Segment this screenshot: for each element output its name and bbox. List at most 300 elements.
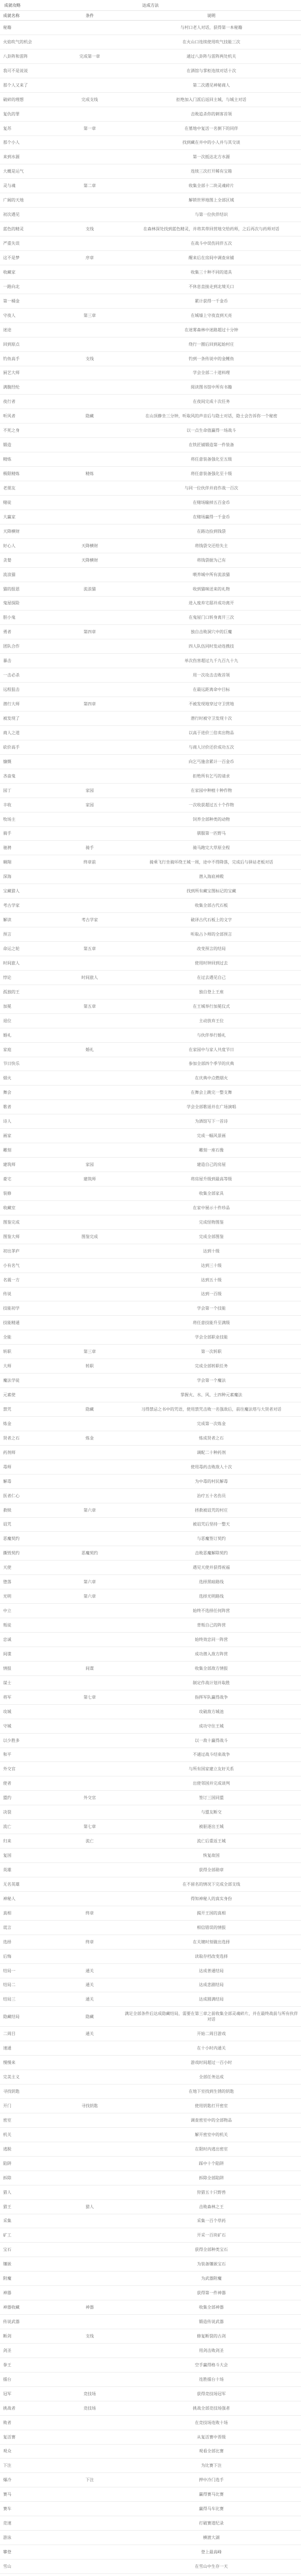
cell-name: 那个人又来了 (3, 82, 28, 88)
table-row (0, 49, 301, 64)
cell-name: 极限精炼 (3, 471, 20, 477)
cell-description: 被驱逐出王城 (199, 1824, 224, 1829)
cell-description: 拯救被诅咒的村庄 (195, 1507, 228, 1513)
table-row (0, 2099, 301, 2113)
cell-description: 调查密室中的全部物品 (191, 2117, 232, 2123)
table-row (0, 1330, 301, 1345)
cell-description: 完成全部转职任务 (195, 1364, 228, 1369)
table-row (0, 2300, 301, 2315)
cell-description: 获得竞技场冠军 (197, 2391, 226, 2396)
cell-name: 远程狙击 (3, 687, 20, 692)
table-row (0, 1417, 301, 1431)
cell-name: 破碎的理想 (3, 97, 24, 102)
cell-description: 拒绝加入门派后返回主城，与城主对话 (176, 97, 246, 102)
table-row (0, 2387, 301, 2401)
cell-description: 读取存档改变选择 (195, 1954, 228, 1959)
table-row (0, 855, 301, 870)
cell-condition: 终章前 (83, 860, 96, 865)
cell-condition: 支线 (86, 2333, 94, 2338)
cell-name: 商人之道 (3, 730, 20, 735)
table-row (0, 423, 301, 438)
cell-name: 速通 (3, 2046, 11, 2051)
cell-description: 在竞技场连败十场 (195, 2420, 228, 2425)
table-row (0, 1057, 301, 1072)
cell-name: 陷阱 (3, 2161, 11, 2166)
table-row (0, 1546, 301, 1561)
cell-condition: 外交官 (83, 1795, 96, 1801)
cell-description: 签订三国同盟 (199, 1795, 224, 1801)
cell-name: 冠军 (3, 2391, 11, 2396)
table-row (0, 1575, 301, 1589)
cell-condition: 家园 (86, 1162, 94, 1167)
table-row (0, 510, 301, 524)
cell-description: 解开密室中的机关 (195, 2132, 228, 2137)
cell-name: 烟火 (3, 1076, 11, 1081)
cell-name: 退位 (3, 1018, 11, 1023)
page-subtitle: 达成方法 (142, 3, 159, 8)
cell-name: 完美主义 (3, 2075, 20, 2080)
cell-description: 为装备镶嵌宝石 (197, 2262, 226, 2267)
table-row (0, 913, 301, 927)
cell-condition: 家园 (86, 802, 94, 807)
cell-name: 吝啬鬼 (3, 773, 15, 778)
cell-name: 开门 (3, 2103, 11, 2108)
cell-description: 选择黑暗路线 (199, 1580, 224, 1585)
cell-name: 后悔 (3, 1954, 11, 1959)
cell-description: 将任意技能升至满级 (193, 1320, 230, 1326)
cell-name: 砍价高手 (3, 744, 20, 750)
table-row (0, 481, 301, 496)
table-row (0, 1230, 301, 1244)
table-row (0, 1301, 301, 1316)
cell-name: 第一桶金 (3, 298, 20, 303)
cell-name: 忠诚 (3, 1637, 11, 1642)
cell-description: 在家园中与家人共度节日 (189, 1047, 234, 1052)
table-row (0, 597, 301, 611)
cell-name: 结局一 (3, 1968, 15, 1973)
cell-description: 将房屋升级到最高等级 (191, 1176, 232, 1181)
cell-description: 以一点生命值赢得一场战斗 (187, 428, 236, 433)
table-row (0, 222, 301, 236)
cell-name: 初出茅庐 (3, 1248, 20, 1253)
cell-condition: 家园 (86, 788, 94, 793)
cell-description: 开采一百块矿石 (197, 2233, 226, 2238)
cell-description: 收到猫咪送来的礼物 (193, 586, 230, 591)
cell-description: 获得全部种类宝石 (195, 2247, 228, 2252)
cell-description: 满足全部条件后达成隐藏结局，需要在第三章之前收集全部灵魂碎片，并在最终战前与所有伙伴对话 (125, 2011, 298, 2022)
cell-name: 小有名气 (3, 1263, 20, 1268)
cell-condition: 天降横财 (81, 557, 98, 563)
cell-condition: 完成支线 (81, 97, 98, 102)
table-row (0, 2459, 301, 2473)
cell-condition: 终章 (86, 1910, 94, 1916)
cell-name: 使者 (3, 1781, 11, 1786)
cell-name: 收藏室 (3, 1205, 15, 1210)
cell-description: 狩猎五十只野兽 (197, 2190, 226, 2195)
cell-description: 为酒馆写下一首诗 (195, 1119, 228, 1124)
cell-description: 掌握火、水、风、土四种元素魔法 (180, 1393, 242, 1398)
cell-name: 逃脱 (3, 2146, 11, 2151)
table-row (0, 122, 301, 136)
table-row (0, 1950, 301, 1964)
table-row (0, 956, 301, 971)
table-row (0, 1259, 301, 1273)
cell-description: 钓到一条传说中的金鲤鱼 (189, 356, 234, 361)
cell-name: 传说武器 (3, 2319, 20, 2325)
cell-description: 在夜间完成十次任务 (193, 399, 230, 404)
cell-name: 无名英雄 (3, 1882, 20, 1887)
cell-name: 图鉴完成 (3, 1219, 20, 1225)
cell-name: 观众 (3, 2449, 11, 2454)
table-row (0, 1518, 301, 1532)
cell-description: 潜入海底神殿 (199, 874, 224, 879)
cell-name: 诗人 (3, 1119, 11, 1124)
cell-condition: 精炼 (86, 471, 94, 477)
cell-description: 通过八卦阵与雷阵两处机关 (187, 54, 236, 59)
cell-condition: 骑手 (86, 845, 94, 851)
cell-name: 考古学家 (3, 903, 20, 908)
cell-name: 八卦阵和雷阵 (3, 54, 28, 59)
table-row (0, 1172, 301, 1187)
cell-name: 归来 (3, 1839, 11, 1844)
achievement-table (0, 21, 301, 2576)
cell-name: 元素使 (3, 1393, 15, 1398)
table-row (0, 1143, 301, 1158)
table-row (0, 1215, 301, 1230)
cell-description: 收集全部古代石板 (195, 903, 228, 908)
cell-description: 锻造传说武器 (199, 2319, 224, 2325)
table-row (0, 2315, 301, 2329)
cell-description: 将任意装备强化至十级 (191, 471, 232, 477)
table-row (0, 683, 301, 697)
cell-condition: 隐藏 (86, 1406, 94, 1412)
table-row (0, 380, 301, 395)
cell-description: 以一敌十赢得战斗 (195, 1738, 228, 1743)
cell-name: 夜行者 (3, 399, 15, 404)
cell-name: 机关 (3, 2132, 11, 2137)
cell-description: 学会全部歌谣并在广场演唱 (187, 1105, 236, 1110)
cell-name: 叛徒 (3, 1623, 11, 1628)
cell-description: 绕行一圈后回到起始村庄 (189, 342, 234, 347)
cell-description: 击败追杀你的刺客首领 (191, 111, 232, 116)
cell-condition: 恶魔契约 (81, 1551, 98, 1556)
cell-description: 第二次遇见神秘商人 (193, 82, 230, 88)
cell-condition: 婚礼 (86, 1047, 94, 1052)
cell-description: 不休息直接走到北境关口 (189, 284, 234, 289)
table-header (0, 11, 301, 21)
table-row (0, 1849, 301, 1863)
cell-description: 收集全部家具 (199, 1191, 224, 1196)
cell-name: 命运之轮 (3, 946, 20, 951)
table-row (0, 409, 301, 423)
table-row (0, 1244, 301, 1259)
cell-description: 在地下室找到生锈的钥匙 (189, 2089, 234, 2094)
table-row (0, 1992, 301, 2007)
cell-name: 中立 (3, 1608, 11, 1614)
table-row (0, 1676, 301, 1690)
cell-description: 收集三十种不同的道具 (191, 269, 232, 275)
title-bar (0, 0, 301, 11)
table-row (0, 611, 301, 625)
table-row (0, 93, 301, 107)
table-row (0, 208, 301, 222)
page-title: 成就攻略 (4, 3, 21, 8)
cell-condition: 天降横财 (81, 543, 98, 548)
cell-name: 采集 (3, 2218, 11, 2224)
cell-description: 阅读图书馆中所有书籍 (191, 385, 232, 390)
cell-description: 找到所有藏宝图标记的宝藏 (187, 889, 236, 894)
cell-description: 采集一百个草药 (197, 2218, 226, 2224)
table-row (0, 2113, 301, 2128)
cell-name: 慷慨 (3, 759, 11, 764)
cell-description: 治疗五十名伤员 (197, 1493, 226, 1498)
cell-name: 团队合作 (3, 644, 20, 649)
table-row (0, 2084, 301, 2099)
cell-name: 赌徒 (3, 500, 11, 505)
table-row (0, 78, 301, 93)
table-row (0, 884, 301, 899)
table-row (0, 668, 301, 683)
table-row (0, 1604, 301, 1618)
cell-condition: 通关 (86, 1968, 94, 1973)
cell-description: 将钱袋交还给失主 (195, 543, 228, 548)
table-row (0, 1734, 301, 1748)
cell-description: 独自击败洞穴中的巨魔 (191, 630, 232, 635)
cell-name: 密室 (3, 2117, 11, 2123)
cell-name: 迷途 (3, 327, 11, 332)
cell-description: 不通过战斗结束战争 (193, 1752, 230, 1757)
cell-description: 在赌场赢得一千金币 (193, 514, 230, 519)
cell-condition: 间谍 (86, 1666, 94, 1671)
table-row (0, 2560, 301, 2574)
cell-name: 广阔的天地 (3, 198, 24, 203)
cell-name: 一路向北 (3, 284, 20, 289)
cell-name: 复仇的罪 (3, 111, 20, 116)
table-row (0, 2502, 301, 2516)
cell-name: 回到原点 (3, 342, 20, 347)
table-row (0, 1273, 301, 1287)
cell-condition: 第七章 (83, 1824, 96, 1829)
cell-condition: 第五章 (83, 1004, 96, 1009)
table-row (0, 726, 301, 740)
cell-name: 蓝色的精灵 (3, 227, 24, 232)
table-row (0, 899, 301, 913)
cell-name: 守城 (3, 1723, 11, 1728)
cell-name: 火焰吹气的机会 (3, 39, 32, 44)
cell-name: 魔法学徒 (3, 1378, 20, 1383)
cell-description: 获得第一件神器 (197, 2291, 226, 2296)
cell-description: 达到五十级 (201, 1277, 222, 1282)
table-row (0, 1892, 301, 1906)
cell-name: 那个小人 (3, 140, 20, 145)
cell-name: 精炼 (3, 457, 11, 462)
table-row (0, 2228, 301, 2243)
cell-name: 神器 (3, 2291, 11, 2296)
cell-description: 击败森林之王 (199, 2204, 224, 2209)
cell-description: 用一次攻击击败首领 (193, 673, 230, 678)
cell-description: 向乞丐施舍累计一百金币 (189, 759, 234, 764)
table-row (0, 1129, 301, 1143)
table-row (0, 2416, 301, 2430)
cell-condition: 通关 (86, 1982, 94, 1988)
table-row (0, 568, 301, 582)
table-row (0, 251, 301, 265)
table-row (0, 1460, 301, 1475)
cell-condition: 寻找钥匙 (81, 2103, 98, 2108)
table-row (0, 1662, 301, 1676)
cell-condition: 竞技场 (83, 2405, 96, 2411)
table-row (0, 1446, 301, 1460)
cell-condition: 第一章 (83, 126, 96, 131)
cell-description: 在铁匠铺锻造第一件装备 (189, 443, 234, 448)
cell-name: 救赎 (3, 1507, 11, 1513)
cell-condition: 炼金 (86, 1435, 94, 1440)
table-row (0, 1374, 301, 1388)
table-row (0, 1906, 301, 1921)
cell-name: 撕毁契约 (3, 1551, 20, 1556)
cell-description: 与伙伴举行婚礼 (197, 1032, 226, 1038)
table-row (0, 1359, 301, 1374)
cell-name: 盟约 (3, 1795, 11, 1801)
cell-name: 传说 (3, 1292, 11, 1297)
cell-description: 被诅咒后坚持一整天 (193, 1522, 230, 1527)
cell-description: 第一次抵达北方水源 (193, 155, 230, 160)
table-row (0, 841, 301, 855)
cell-description: 以高于进价三倍卖出物品 (189, 730, 234, 735)
cell-description: 收集全部十二块灵魂碎片 (189, 183, 234, 189)
table-row (0, 1935, 301, 1950)
table-row (0, 1921, 301, 1935)
cell-name: 天使 (3, 1565, 11, 1570)
cell-description: 赢得马车比赛 (199, 2506, 224, 2512)
cell-description: 成功潜入敌方阵营 (195, 1651, 228, 1656)
cell-name: 图鉴大师 (3, 1234, 20, 1239)
cell-name: 灵与魂 (3, 183, 15, 189)
cell-description: 达成普通结局 (199, 1968, 224, 1973)
cell-name: 攀登 (3, 2550, 11, 2555)
cell-description: 连胜擂台十场 (199, 2377, 224, 2382)
cell-description: 驯服第一匹野马 (197, 831, 226, 836)
table-row (0, 1316, 301, 1330)
table-row (0, 1114, 301, 1129)
cell-description: 遇见天使并获得祝福 (193, 1565, 230, 1570)
cell-description: 完成怪物图鉴 (199, 1219, 224, 1225)
table-row (0, 366, 301, 381)
cell-name: 转职 (3, 1349, 11, 1354)
cell-name: 来到水源 (3, 155, 20, 160)
cell-description: 完成一幅风景画 (197, 1133, 226, 1139)
table-row (0, 323, 301, 337)
cell-description: 参加全部四个季节的庆典 (189, 1061, 234, 1066)
cell-condition: 第四章 (83, 630, 96, 635)
cell-name: 不死之身 (3, 428, 20, 433)
cell-name: 神器收藏 (3, 2305, 20, 2310)
cell-name: 时间旅人 (3, 960, 20, 965)
cell-description: 饲养全部种类的动物 (193, 817, 230, 822)
cell-description: 完成第一次炼金 (197, 1421, 226, 1426)
cell-description: 在酒馆与掌柜连续对话十次 (187, 68, 236, 73)
cell-name: 我可不是说说 (3, 68, 28, 73)
cell-name: 竞速 (3, 2521, 11, 2526)
table-row (0, 1978, 301, 1993)
table-row (0, 496, 301, 510)
table-row (0, 639, 301, 654)
cell-name: 画家 (3, 1133, 11, 1139)
table-row (0, 1345, 301, 1359)
cell-description: 空手赢得格斗大会 (195, 2362, 228, 2367)
cell-description: 听取占卜师的全部预言 (191, 932, 232, 937)
cell-description: 与第一位伙伴结识 (195, 212, 228, 217)
cell-condition: 时间旅人 (81, 975, 98, 980)
cell-condition: 第二章 (83, 183, 96, 189)
cell-name: 暴击 (3, 658, 11, 664)
cell-name: 加冕 (3, 1004, 11, 1009)
cell-name: 守夜人 (3, 313, 15, 318)
cell-name: 爆冷 (3, 2478, 11, 2483)
cell-name: 技能初学 (3, 1306, 20, 1311)
cell-name: 装修 (3, 1191, 11, 1196)
cell-name: 解毒 (3, 1479, 11, 1484)
table-row (0, 2516, 301, 2531)
table-row (0, 697, 301, 711)
table-row (0, 467, 301, 481)
table-row (0, 2430, 301, 2445)
table-row (0, 927, 301, 942)
table-row (0, 337, 301, 352)
cell-name: 禁咒 (3, 1406, 11, 1412)
table-row (0, 1719, 301, 1734)
table-row (0, 1964, 301, 1978)
table-row (0, 294, 301, 309)
table-row (0, 2286, 301, 2300)
cell-name: 节日快乐 (3, 1061, 20, 1066)
table-row (0, 1187, 301, 1201)
cell-description: 在家园中种植十种作物 (191, 788, 232, 793)
cell-description: 收集全部神器 (199, 2305, 224, 2310)
cell-description: 一次收获超过五十个作物 (189, 802, 234, 807)
cell-description: 将任意装备强化至五级 (191, 457, 232, 462)
cell-description: 击败恶魔解除契约 (195, 1551, 228, 1556)
table-row (0, 553, 301, 568)
cell-name: 大师 (3, 1364, 11, 1369)
table-row (0, 812, 301, 827)
cell-description: 达到三十级 (201, 1263, 222, 1268)
cell-description: 赢得赛马比赛 (199, 2492, 224, 2497)
cell-condition: 第六章 (83, 1507, 96, 1513)
table-row (0, 798, 301, 812)
cell-name: 翱翔 (3, 860, 11, 865)
table-row (0, 438, 301, 452)
cell-description: 用剑击败剑圣 (199, 2348, 224, 2353)
table-row (0, 1791, 301, 1805)
table-row (0, 942, 301, 956)
cell-description: 解锁世界地图上全部区域 (189, 198, 234, 203)
table-row (0, 1100, 301, 1114)
cell-name: 胆小鬼 (3, 615, 15, 620)
table-row (0, 524, 301, 539)
cell-description: 踩中十个陷阱 (199, 2161, 224, 2166)
cell-name: 鬼屋探险 (3, 601, 20, 606)
table-row (0, 2329, 301, 2344)
cell-name: 复活赛 (3, 2434, 15, 2439)
table-row (0, 2171, 301, 2185)
cell-name: 大赢家 (3, 514, 15, 519)
cell-description: 揭开王国的真相 (197, 1910, 226, 1916)
cell-description: 开始二周目游戏 (197, 2031, 226, 2037)
cell-name: 豪宅 (3, 1176, 11, 1181)
cell-condition: 第三章 (83, 1349, 96, 1354)
cell-name: 预言 (3, 932, 11, 937)
